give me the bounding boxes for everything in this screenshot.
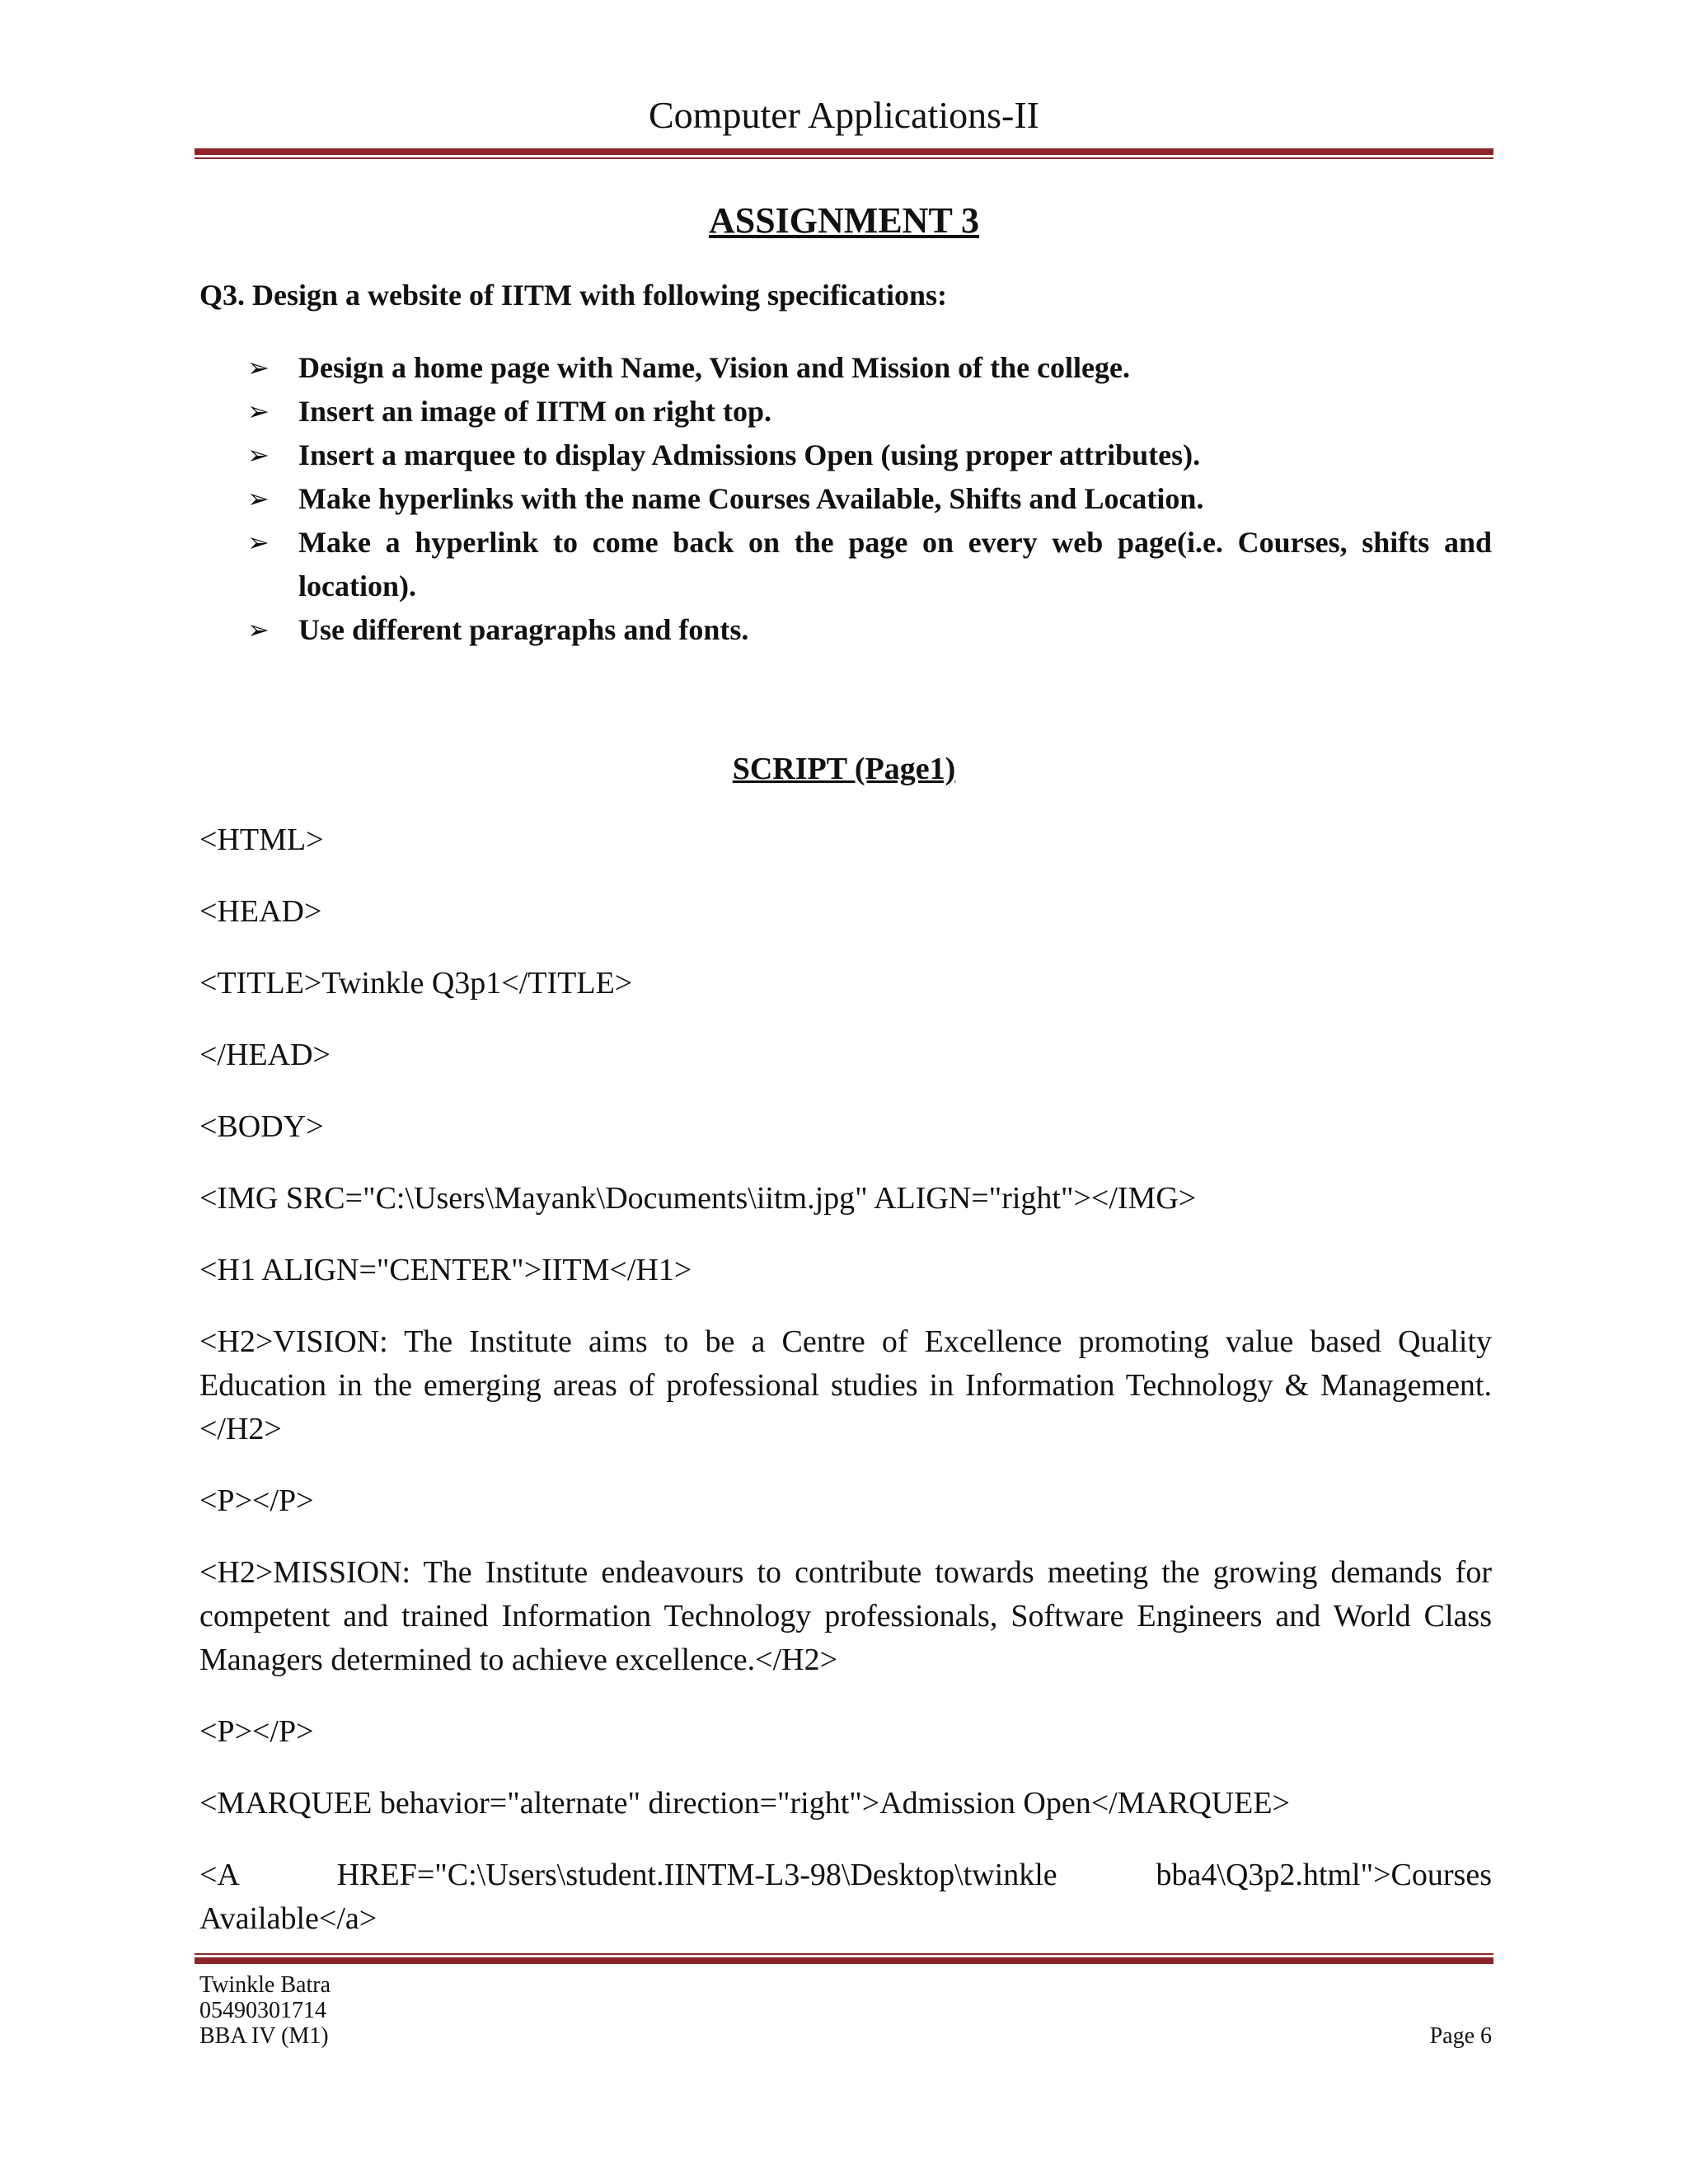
arrow-bullet-icon: ➢ bbox=[247, 352, 270, 383]
specification-text: Insert an image of IITM on right top. bbox=[298, 395, 771, 428]
arrow-bullet-icon: ➢ bbox=[247, 483, 270, 514]
specification-list bbox=[247, 346, 1492, 652]
specification-item bbox=[247, 346, 1492, 390]
specification-text: Make a hyperlink to come back on the page on every web page(i.e. Courses, shifts and location). bbox=[298, 526, 1492, 602]
arrow-bullet-icon: ➢ bbox=[247, 614, 270, 645]
specification-text: Make hyperlinks with the name Courses Available, Shifts and Location. bbox=[298, 482, 1204, 515]
code-line: <A HREF="C:\Users\student.IINTM-L3-98\Desktop\twinkle bba4\Q3p2.html">Courses Available</a> bbox=[199, 1858, 1492, 1936]
specification-item bbox=[247, 608, 1492, 652]
specification-item bbox=[247, 477, 1492, 521]
page-number: Page 6 bbox=[1429, 2023, 1492, 2049]
specification-item bbox=[247, 434, 1492, 477]
arrow-bullet-icon: ➢ bbox=[247, 396, 270, 427]
question-text: Q3. Design a website of IITM with following specifications: bbox=[199, 279, 947, 312]
code-line: <TITLE>Twinkle Q3p1</TITLE> bbox=[199, 966, 633, 1001]
header-divider bbox=[195, 148, 1493, 159]
code-line: <MARQUEE behavior="alternate" direction="right">Admission Open</MARQUEE> bbox=[199, 1786, 1291, 1821]
code-line: <BODY> bbox=[199, 1109, 324, 1144]
code-line: <HTML> bbox=[199, 823, 324, 857]
student-name: Twinkle Batra bbox=[199, 1972, 331, 1998]
script-code-block bbox=[199, 818, 1492, 1969]
script-section-title: SCRIPT (Page1) bbox=[732, 752, 956, 786]
code-line: <P></P> bbox=[199, 1714, 314, 1749]
code-line: </HEAD> bbox=[199, 1038, 331, 1072]
footer-divider bbox=[195, 1953, 1493, 1964]
code-line: <HEAD> bbox=[199, 894, 322, 929]
specification-text: Insert a marquee to display Admissions Open (using proper attributes). bbox=[298, 438, 1201, 471]
student-class: BBA IV (M1) bbox=[199, 2023, 329, 2049]
arrow-bullet-icon: ➢ bbox=[247, 439, 270, 471]
specification-item bbox=[247, 521, 1492, 608]
code-line: <H2>MISSION: The Institute endeavours to contribute towards meeting the growing demands for competent and trained Information Technology professionals, Software Engineers and World Class Managers determined to achieve excellence.</H2> bbox=[199, 1555, 1492, 1677]
arrow-bullet-icon: ➢ bbox=[247, 527, 270, 558]
specification-text: Design a home page with Name, Vision and Mission of the college. bbox=[298, 351, 1131, 384]
footer-student-info bbox=[199, 1972, 331, 2049]
code-line: <P></P> bbox=[199, 1483, 314, 1518]
assignment-title: ASSIGNMENT 3 bbox=[708, 200, 980, 241]
code-line: <H1 ALIGN="CENTER">IITM</H1> bbox=[199, 1253, 692, 1287]
specification-text: Use different paragraphs and fonts. bbox=[298, 613, 749, 646]
code-line: <H2>VISION: The Institute aims to be a Centre of Excellence promoting value based Quality Education in the emerging areas of professional studies in Information Technology & Management.</H2> bbox=[199, 1324, 1492, 1446]
code-line: <IMG SRC="C:\Users\Mayank\Documents\iitm.jpg" ALIGN="right"></IMG> bbox=[199, 1181, 1197, 1216]
page-header-title: Computer Applications-II bbox=[649, 94, 1039, 136]
student-roll-number: 05490301714 bbox=[199, 1998, 326, 2023]
specification-item bbox=[247, 390, 1492, 434]
